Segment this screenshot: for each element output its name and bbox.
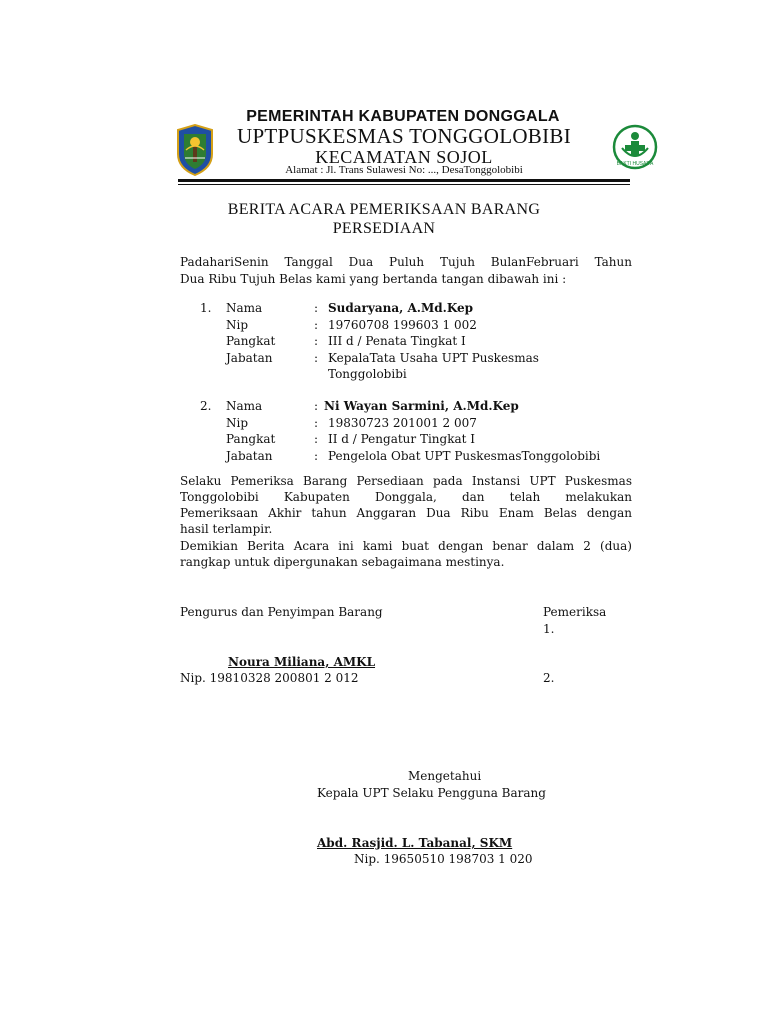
head-name: Abd. Rasjid. L. Tabanal, SKM: [317, 836, 513, 850]
title-line-1: BERITA ACARA PEMERIKSAAN BARANG: [227, 201, 541, 218]
header-rule-thin: [178, 184, 630, 185]
statement-line-3: Pemeriksaan Akhir tahun Anggaran Dua Ribu Enam Belas dengan: [180, 506, 632, 520]
acknowledged-label: Mengetahui: [408, 769, 482, 783]
person-2-pangkat-sep: :: [314, 432, 319, 446]
head-nip: Nip. 19650510 198703 1 020: [354, 852, 533, 866]
right-signatory-role: Pemeriksa: [543, 605, 607, 619]
person-2-pangkat: II d / Pengatur Tingkat I: [328, 432, 476, 446]
institution-name: UPTPUSKESMAS TONGGOLOBIBI: [236, 124, 572, 148]
person-2-nama-sep: :: [314, 399, 319, 413]
person-2-nip-sep: :: [314, 416, 319, 430]
person-2-jabatan-sep: :: [314, 449, 319, 463]
government-heading: PEMERINTAH KABUPATEN DONGGALA: [246, 108, 560, 125]
right-logo-text: BAKTI HUSADA: [616, 161, 654, 167]
intro-line-2: Dua Ribu Tujuh Belas kami yang bertanda tangan dibawah ini :: [180, 272, 567, 286]
person-2-number: 2.: [200, 399, 212, 413]
person-1-pangkat-sep: :: [314, 334, 319, 348]
left-signatory-name: Noura Miliana, AMKL: [228, 655, 376, 669]
person-1-name: Sudaryana, A.Md.Kep: [328, 301, 474, 315]
person-1-jabatan-line-2: Tonggolobibi: [328, 367, 407, 381]
person-1-jabatan-sep: :: [314, 351, 319, 365]
person-2-nip-label: Nip: [226, 416, 249, 430]
title-line-2: PERSEDIAAN: [332, 220, 436, 237]
person-1-nip-label: Nip: [226, 318, 249, 332]
header-rule-thick: [178, 179, 630, 182]
person-1-jabatan-label: Jabatan: [226, 351, 273, 365]
person-2-nip: 19830723 201001 2 007: [328, 416, 477, 430]
person-1-jabatan-line-1: KepalaTata Usaha UPT Puskesmas: [328, 351, 539, 365]
person-1-nip: 19760708 199603 1 002: [328, 318, 477, 332]
statement-line-1: Selaku Pemeriksa Barang Persediaan pada Instansi UPT Puskesmas: [180, 474, 632, 488]
left-signatory-role: Pengurus dan Penyimpan Barang: [180, 605, 383, 619]
person-1-number: 1.: [200, 301, 212, 315]
district-name: KECAMATAN SOJOL: [315, 147, 493, 167]
person-1-nama-sep: :: [314, 301, 319, 315]
person-1-pangkat-label: Pangkat: [226, 334, 276, 348]
document-title: [0, 200, 768, 238]
person-1-nip-sep: :: [314, 318, 319, 332]
examiner-1-line: 1.: [543, 622, 555, 636]
person-2-jabatan-label: Jabatan: [226, 449, 273, 463]
person-1-pangkat: III d / Penata Tingkat I: [328, 334, 466, 348]
examiner-2-line: 2.: [543, 671, 555, 685]
address-line: Alamat : Jl. Trans Sulawesi No: ..., DesaTonggolobibi: [285, 164, 523, 176]
intro-line-1: PadahariSenin Tanggal Dua Puluh Tujuh BulanFebruari Tahun: [180, 255, 632, 269]
head-role: Kepala UPT Selaku Pengguna Barang: [317, 786, 546, 800]
person-2-jabatan-line-1: Pengelola Obat UPT PuskesmasTonggolobibi: [328, 449, 601, 463]
person-2-pangkat-label: Pangkat: [226, 432, 276, 446]
person-2-nama-label: Nama: [226, 399, 263, 413]
person-1-nama-label: Nama: [226, 301, 263, 315]
left-signatory-nip: Nip. 19810328 200801 2 012: [180, 671, 359, 685]
statement-line-6: rangkap untuk dipergunakan sebagaimana mestinya.: [180, 555, 505, 569]
statement-line-4: hasil terlampir.: [180, 522, 273, 536]
statement-line-5: Demikian Berita Acara ini kami buat dengan benar dalam 2 (dua): [180, 539, 632, 553]
person-2-name: Ni Wayan Sarmini, A.Md.Kep: [324, 399, 519, 413]
statement-line-2: Tonggolobibi Kabupaten Donggala, dan telah melakukan: [180, 490, 632, 504]
